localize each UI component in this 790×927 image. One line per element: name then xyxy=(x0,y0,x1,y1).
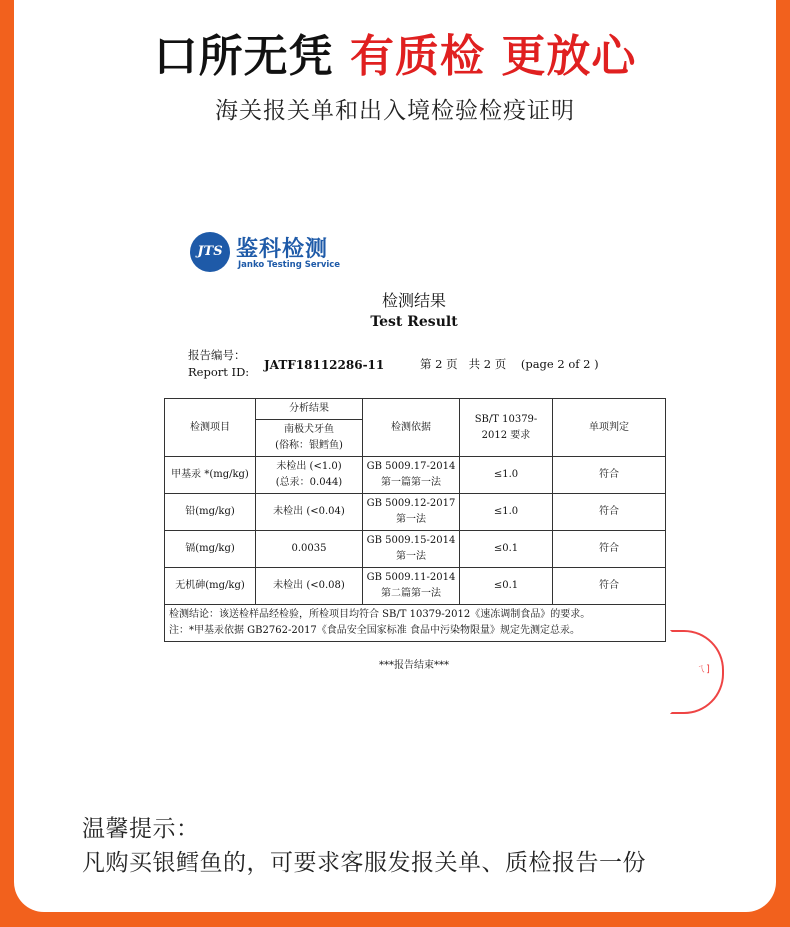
row-result-sub: (总汞：0.044) xyxy=(275,477,343,488)
row-basis-sub: 第一法 xyxy=(396,551,426,562)
tips-title: 温馨提示： xyxy=(82,816,200,842)
content-card xyxy=(14,0,776,912)
conclusion-text: 检测结论：该送检样品经检验，所检项目均符合 SB/T 10379-2012《速冻调制食品》的要求。 xyxy=(169,609,591,620)
headline xyxy=(14,20,776,84)
row-judgement: 符合 xyxy=(553,531,666,568)
header-basis: 检测依据 xyxy=(363,399,460,457)
red-seal-stamp xyxy=(670,630,724,714)
row-basis-sub: 第二篇第一法 xyxy=(381,588,441,599)
sample-alias: (俗称：银鳕鱼) xyxy=(275,440,343,451)
tips-section xyxy=(82,812,646,880)
row-basis-main: GB 5009.17-2014 xyxy=(366,461,456,472)
row-basis xyxy=(363,457,460,494)
row-requirement: ≤1.0 xyxy=(460,494,553,531)
headline-black: 口所无凭 xyxy=(153,31,334,82)
results-table xyxy=(164,398,666,642)
row-requirement: ≤0.1 xyxy=(460,531,553,568)
report-title-english: Test Result xyxy=(370,314,458,330)
row-basis-sub: 第一篇第一法 xyxy=(381,477,441,488)
row-item: 镉(mg/kg) xyxy=(165,531,256,568)
row-result-main: 未检出 (<1.0) xyxy=(276,461,342,472)
row-judgement: 符合 xyxy=(553,568,666,605)
table-row xyxy=(165,568,666,605)
row-judgement: 符合 xyxy=(553,494,666,531)
report-end-text: ***报告结束*** xyxy=(379,660,449,671)
row-basis xyxy=(363,494,460,531)
row-requirement: ≤1.0 xyxy=(460,457,553,494)
row-item: 无机砷(mg/kg) xyxy=(165,568,256,605)
table-header-row xyxy=(165,399,666,420)
conclusion-cell xyxy=(165,605,666,642)
row-item: 甲基汞 *(mg/kg) xyxy=(165,457,256,494)
subtitle: 海关报关单和出入境检验检疫证明 xyxy=(215,98,575,124)
conclusion-row xyxy=(165,605,666,642)
logo-english-name: Janko Testing Service xyxy=(238,260,341,270)
tips-body: 凡购买银鳕鱼的，可要求客服发报关单、质检报告一份 xyxy=(82,850,646,876)
report-id-label-en: Report ID: xyxy=(188,365,250,379)
table-row xyxy=(165,531,666,568)
headline-red-2: 更放心 xyxy=(501,31,637,82)
row-basis-main: GB 5009.12-2017 xyxy=(366,498,456,509)
row-basis xyxy=(363,531,460,568)
table-row xyxy=(165,457,666,494)
jts-logo xyxy=(190,232,390,280)
report-id-value: JATF18112286-11 xyxy=(264,358,385,372)
page-info: 第 2 页 共 2 页 (page 2 of 2 ) xyxy=(420,357,599,371)
logo-chinese-name: 鉴科检测 xyxy=(236,237,329,262)
row-result xyxy=(256,457,363,494)
note-text: 注：*甲基汞依据 GB2762-2017《食品安全国家标准 食品中污染物限量》规定先测定总汞。 xyxy=(169,625,580,636)
test-report-document xyxy=(144,220,710,700)
report-id-label-cn: 报告编号： xyxy=(188,348,246,362)
row-result: 0.0035 xyxy=(256,531,363,568)
row-judgement: 符合 xyxy=(553,457,666,494)
stamp-text: ㄟ] xyxy=(696,664,710,675)
headline-red-1: 有质检 xyxy=(350,31,485,82)
header-standard: SB/T 10379-2012 要求 xyxy=(460,399,553,457)
jts-logo-icon: JTS xyxy=(190,232,230,272)
header-sample xyxy=(256,420,363,457)
header-item: 检测项目 xyxy=(165,399,256,457)
header-result: 分析结果 xyxy=(256,399,363,420)
row-result: 未检出 (<0.04) xyxy=(256,494,363,531)
sample-name: 南极犬牙鱼 xyxy=(284,424,334,435)
report-title-chinese: 检测结果 xyxy=(381,291,446,310)
header-judge: 单项判定 xyxy=(553,399,666,457)
row-item: 铅(mg/kg) xyxy=(165,494,256,531)
report-id-label xyxy=(188,347,249,381)
table-row xyxy=(165,494,666,531)
row-basis-sub: 第一法 xyxy=(396,514,426,525)
row-basis-main: GB 5009.11-2014 xyxy=(366,572,456,583)
row-basis xyxy=(363,568,460,605)
row-result: 未检出 (<0.08) xyxy=(256,568,363,605)
row-requirement: ≤0.1 xyxy=(460,568,553,605)
row-basis-main: GB 5009.15-2014 xyxy=(366,535,456,546)
